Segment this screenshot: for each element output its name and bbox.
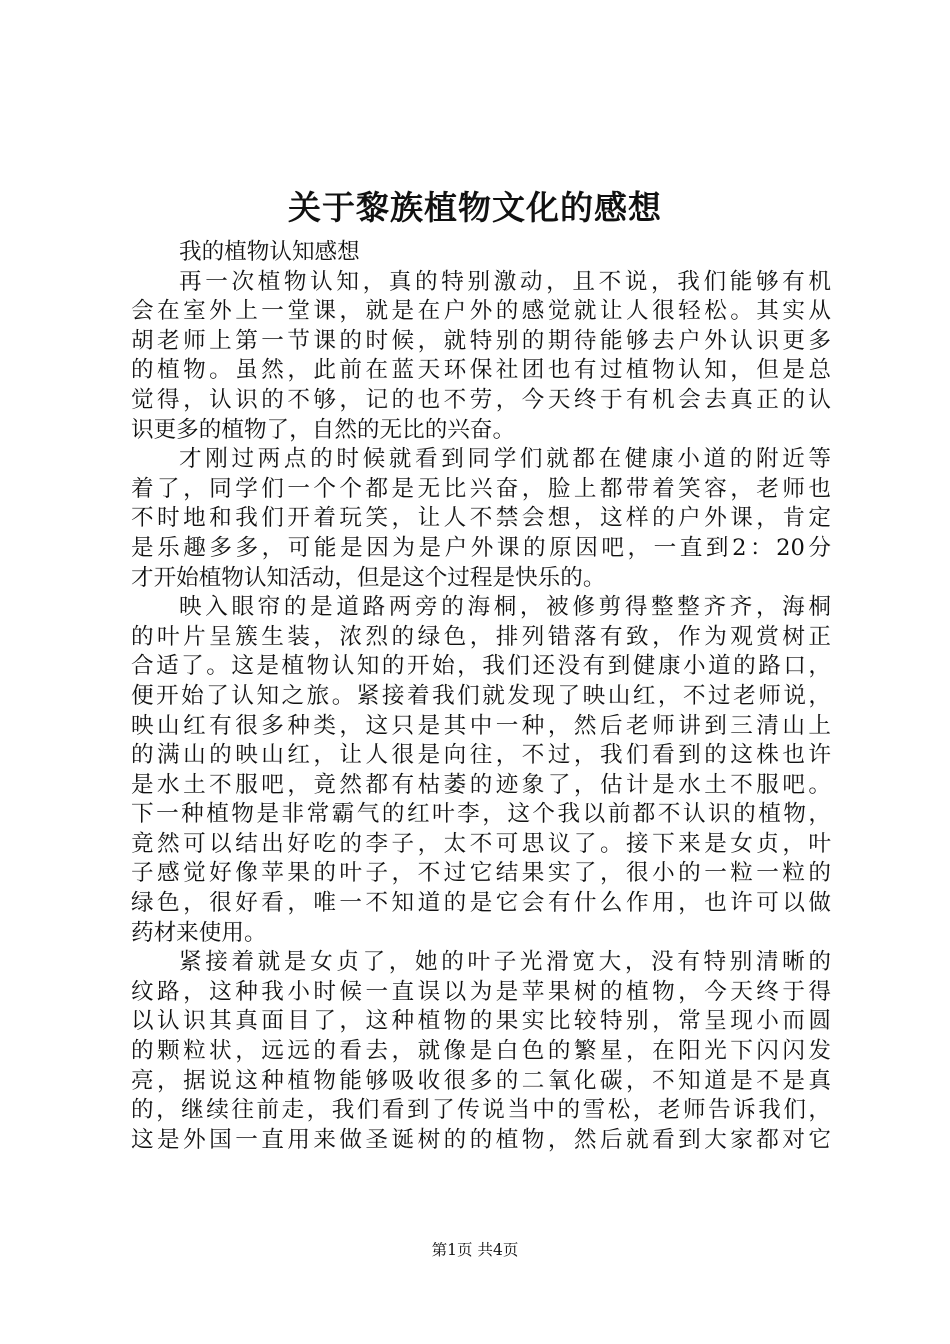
text-line: 映山红有很多种类，这只是其中一种，然后老师讲到三清山上 xyxy=(131,712,831,739)
text-line: 识更多的植物了，自然的无比的兴奋。 xyxy=(131,416,516,443)
text-line: 竟然可以结出好吃的李子，太不可思议了。接下来是女贞，叶 xyxy=(131,830,831,857)
text-line: 这是外国一直用来做圣诞树的的植物，然后就看到大家都对它 xyxy=(131,1126,831,1153)
text-line: 才刚过两点的时候就看到同学们就都在健康小道的附近等 xyxy=(179,446,831,473)
text-line: 便开始了认知之旅。紧接着我们就发现了映山红，不过老师说， xyxy=(131,682,831,709)
text-line: 不时地和我们开着玩笑，让人不禁会想，这样的户外课，肯定 xyxy=(131,505,831,532)
text-line: 会在室外上一堂课，就是在户外的感觉就让人很轻松。其实从 xyxy=(131,298,831,325)
text-line: 我的植物认知感想 xyxy=(179,239,360,265)
text-line: 觉得，认识的不够，记的也不劳，今天终于有机会去真正的认 xyxy=(131,386,831,413)
text-line: 着了，同学们一个个都是无比兴奋，脸上都带着笑容，老师也 xyxy=(131,475,831,502)
text-line: 的叶片呈簇生装，浓烈的绿色，排列错落有致，作为观赏树正 xyxy=(131,623,831,650)
text-line: 才开始植物认知活动，但是这个过程是快乐的。 xyxy=(131,564,606,591)
page-footer: 第1页 共4页 xyxy=(431,1241,519,1259)
text-line: 合适了。这是植物认知的开始，我们还没有到健康小道的路口， xyxy=(131,653,831,680)
text-line: 下一种植物是非常霸气的红叶李，这个我以前都不认识的植物， xyxy=(131,801,831,828)
text-line: 的颗粒状，远远的看去，就像是白色的繁星，在阳光下闪闪发 xyxy=(131,1038,831,1065)
document-body xyxy=(131,238,831,1155)
text-line: 绿色，很好看，唯一不知道的是它会有什么作用，也许可以做 xyxy=(131,890,831,917)
text-line: 的满山的映山红，让人很是向往，不过，我们看到的这株也许 xyxy=(131,742,831,769)
text-line: 的植物。虽然，此前在蓝天环保社团也有过植物认知，但是总 xyxy=(131,357,831,384)
text-line: 映入眼帘的是道路两旁的海桐，被修剪得整整齐齐，海桐 xyxy=(179,594,831,621)
text-line: 是水土不服吧，竟然都有枯萎的迹象了，估计是水土不服吧。 xyxy=(131,771,831,798)
text-line: 是乐趣多多，可能是因为是户外课的原因吧，一直到2：20分 xyxy=(131,534,831,561)
text-line: 紧接着就是女贞了，她的叶子光滑宽大，没有特别清晰的 xyxy=(179,949,831,976)
document-title: 关于黎族植物文化的感想 xyxy=(288,188,662,227)
text-line: 子感觉好像苹果的叶子，不过它结果实了，很小的一粒一粒的 xyxy=(131,860,831,887)
text-line: 的，继续往前走，我们看到了传说当中的雪松，老师告诉我们， xyxy=(131,1097,831,1124)
text-line: 再一次植物认知，真的特别激动，且不说，我们能够有机 xyxy=(179,268,831,295)
text-line: 药材来使用。 xyxy=(131,919,267,946)
text-line: 纹路，这种我小时候一直误以为是苹果树的植物，今天终于得 xyxy=(131,978,831,1005)
text-line: 以认识其真面目了，这种植物的果实比较特别，常呈现小而圆 xyxy=(131,1008,831,1035)
text-line: 胡老师上第一节课的时候，就特别的期待能够去户外认识更多 xyxy=(131,327,831,354)
text-line: 亮，据说这种植物能够吸收很多的二氧化碳，不知道是不是真 xyxy=(131,1067,831,1094)
